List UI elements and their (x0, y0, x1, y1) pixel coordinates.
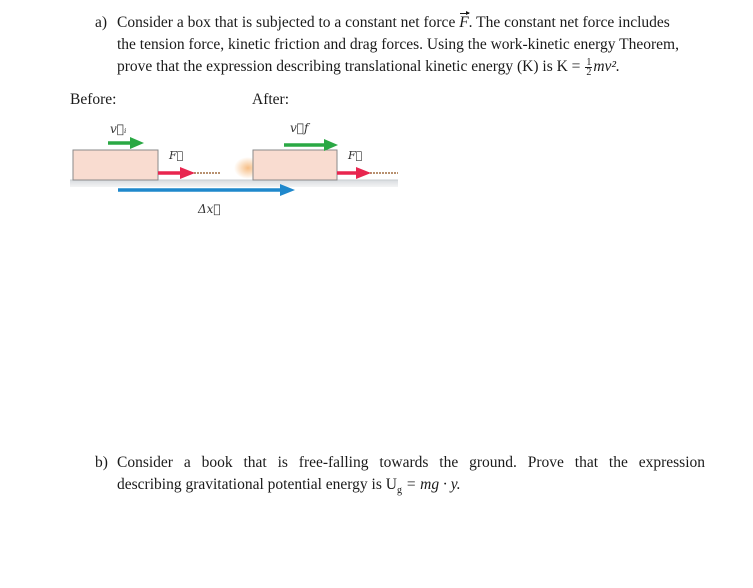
force-label-before: F⃗ (169, 149, 184, 162)
force-label-after: F⃗ (348, 149, 363, 162)
question-b-label: b) (95, 454, 108, 471)
initial-velocity-label: v⃗ᵢ (110, 122, 127, 136)
question-a-label: a) (95, 14, 108, 31)
force-arrow-before (158, 167, 195, 179)
displacement-label: Δx⃗ (198, 202, 221, 216)
question-a-text-1-end: . The constant net force includes (468, 14, 670, 31)
question-b-line-2 (117, 474, 705, 502)
ground-surface (70, 180, 398, 187)
fraction-denominator: 2 (586, 66, 592, 78)
question-b (95, 452, 705, 502)
force-symbol: F (459, 12, 468, 34)
after-label: After: (252, 91, 290, 108)
velocity-arrow-initial (108, 137, 144, 149)
question-a-text-1: Consider a box that is subjected to a constant net force (117, 14, 456, 31)
final-velocity-label: v⃗f (290, 121, 309, 135)
question-a-line-2: the tension force, kinetic friction and drag forces. Using the work-kinetic energy Theorem, (117, 36, 679, 53)
box-after (253, 150, 337, 180)
kinetic-energy-formula-tail: mv². (593, 58, 620, 75)
question-b-text-2: describing gravitational potential energy is U (117, 476, 397, 493)
before-label: Before: (70, 91, 117, 108)
fraction-numerator: 1 (586, 56, 592, 68)
potential-energy-subscript: g (396, 485, 402, 497)
question-a-text-3: prove that the expression describing translational kinetic energy (K) is K = (117, 58, 581, 75)
question-b-line-1: Consider a book that is free-falling towards the ground. Prove that the expression (117, 454, 705, 471)
force-arrow-after (337, 167, 371, 179)
box-before (73, 150, 158, 180)
potential-energy-formula-tail: = mg · y. (401, 476, 461, 493)
velocity-arrow-final (284, 139, 338, 151)
